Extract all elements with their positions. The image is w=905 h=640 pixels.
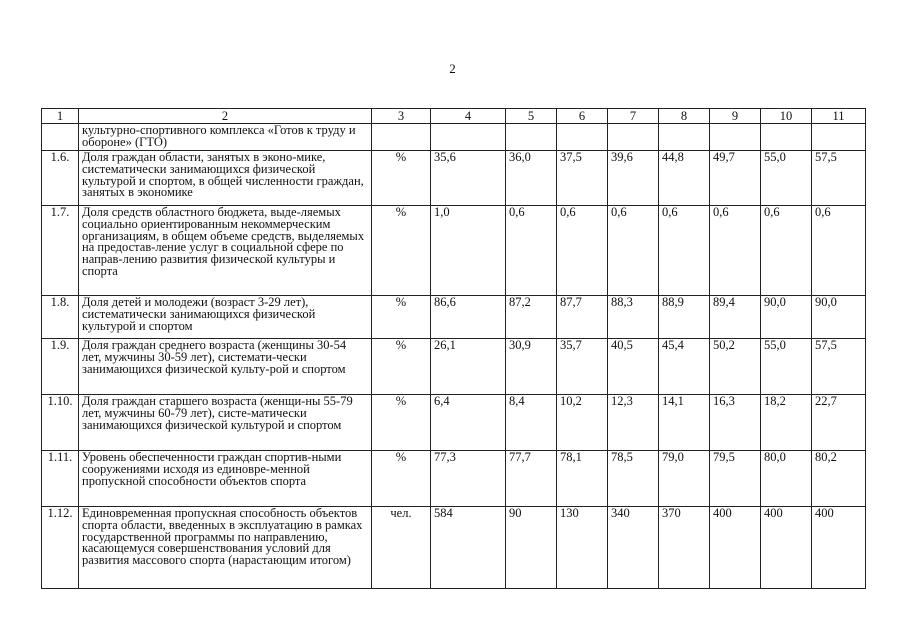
table-row — [42, 206, 866, 296]
value-cell: 8,4 — [506, 395, 557, 451]
header-cell: 6 — [557, 109, 608, 124]
value-cell: 400 — [812, 507, 866, 589]
value-cell: 340 — [608, 507, 659, 589]
header-cell: 9 — [710, 109, 761, 124]
value-cell: 30,9 — [506, 339, 557, 395]
header-cell: 2 — [79, 109, 372, 124]
value-cell: 77,3 — [431, 451, 506, 507]
value-cell: 26,1 — [431, 339, 506, 395]
value-cell: 6,4 — [431, 395, 506, 451]
value-cell: 86,6 — [431, 296, 506, 339]
value-cell: 22,7 — [812, 395, 866, 451]
row-number: 1.11. — [42, 451, 79, 507]
value-cell: 79,5 — [710, 451, 761, 507]
header-cell: 1 — [42, 109, 79, 124]
value-cell: 90,0 — [812, 296, 866, 339]
value-cell: 0,6 — [608, 206, 659, 296]
value-cell: 90,0 — [761, 296, 812, 339]
value-cell: 55,0 — [761, 151, 812, 206]
value-cell: 88,3 — [608, 296, 659, 339]
value-cell: 57,5 — [812, 339, 866, 395]
value-cell: 18,2 — [761, 395, 812, 451]
value-cell: 0,6 — [557, 206, 608, 296]
page-number: 2 — [449, 61, 456, 76]
value-cell: 0,6 — [506, 206, 557, 296]
indicator-name: Доля средств областного бюджета, выде-ляемых социально ориентированным некоммерческим организациям, в общем объеме средств, выделяемых на предостав-ление услуг в социальной сфере по направ-лению развития физической культуры и спорта — [79, 206, 372, 296]
row-number: 1.6. — [42, 151, 79, 206]
table-row — [42, 151, 866, 206]
header-cell: 5 — [506, 109, 557, 124]
value-cell: 78,1 — [557, 451, 608, 507]
value-cell: 50,2 — [710, 339, 761, 395]
table-row — [42, 395, 866, 451]
indicator-name: Доля граждан области, занятых в эконо-мике, систематически занимающихся физической культурой и спортом, в общей численности граждан, занятых в экономике — [79, 151, 372, 206]
value-cell: 10,2 — [557, 395, 608, 451]
value-cell: 370 — [659, 507, 710, 589]
value-cell: 90 — [506, 507, 557, 589]
value-cell: 77,7 — [506, 451, 557, 507]
value-cell: 1,0 — [431, 206, 506, 296]
row-number: 1.12. — [42, 507, 79, 589]
value-cell: 87,7 — [557, 296, 608, 339]
row-number: 1.7. — [42, 206, 79, 296]
value-cell: 40,5 — [608, 339, 659, 395]
row-number: 1.10. — [42, 395, 79, 451]
header-cell: 7 — [608, 109, 659, 124]
value-cell: 16,3 — [710, 395, 761, 451]
value-cell: 44,8 — [659, 151, 710, 206]
value-cell: 88,9 — [659, 296, 710, 339]
value-cell — [506, 124, 557, 151]
value-cell: 49,7 — [710, 151, 761, 206]
indicator-name: Единовременная пропускная способность объектов спорта области, введенных в эксплуатацию в рамках государственной программы по направлению, касающемуся совершенствования условий для развития массового спорта (нарастающим итогом) — [79, 507, 372, 589]
unit-cell: % — [372, 206, 431, 296]
value-cell: 130 — [557, 507, 608, 589]
value-cell: 35,6 — [431, 151, 506, 206]
unit-cell: % — [372, 296, 431, 339]
header-row — [42, 109, 866, 124]
unit-cell: % — [372, 151, 431, 206]
value-cell — [431, 124, 506, 151]
table-row — [42, 296, 866, 339]
indicator-name: Доля граждан среднего возраста (женщины 30-54 лет, мужчины 30-59 лет), системати-чески занимающихся физической культу-рой и спортом — [79, 339, 372, 395]
value-cell: 80,0 — [761, 451, 812, 507]
value-cell — [659, 124, 710, 151]
unit-cell: % — [372, 339, 431, 395]
value-cell: 80,2 — [812, 451, 866, 507]
value-cell: 12,3 — [608, 395, 659, 451]
value-cell: 57,5 — [812, 151, 866, 206]
value-cell: 37,5 — [557, 151, 608, 206]
value-cell: 35,7 — [557, 339, 608, 395]
value-cell: 0,6 — [710, 206, 761, 296]
unit-cell: чел. — [372, 507, 431, 589]
continuation-row — [42, 124, 866, 151]
value-cell — [761, 124, 812, 151]
value-cell: 36,0 — [506, 151, 557, 206]
unit-cell — [372, 124, 431, 151]
header-cell: 3 — [372, 109, 431, 124]
value-cell — [608, 124, 659, 151]
table-row — [42, 451, 866, 507]
value-cell: 45,4 — [659, 339, 710, 395]
unit-cell: % — [372, 451, 431, 507]
value-cell — [710, 124, 761, 151]
value-cell — [812, 124, 866, 151]
value-cell: 0,6 — [761, 206, 812, 296]
unit-cell: % — [372, 395, 431, 451]
continuation-text: культурно-спортивного комплекса «Готов к труду и обороне» (ГТО) — [79, 124, 372, 151]
value-cell: 89,4 — [710, 296, 761, 339]
indicators-table — [41, 108, 866, 589]
value-cell: 0,6 — [659, 206, 710, 296]
value-cell: 14,1 — [659, 395, 710, 451]
value-cell: 400 — [710, 507, 761, 589]
header-cell: 10 — [761, 109, 812, 124]
header-cell: 4 — [431, 109, 506, 124]
indicator-name: Доля детей и молодежи (возраст 3-29 лет), систематически занимающихся физической культурой и спортом — [79, 296, 372, 339]
row-number: 1.9. — [42, 339, 79, 395]
value-cell: 400 — [761, 507, 812, 589]
value-cell — [557, 124, 608, 151]
header-cell: 11 — [812, 109, 866, 124]
value-cell: 87,2 — [506, 296, 557, 339]
value-cell: 79,0 — [659, 451, 710, 507]
table-row — [42, 339, 866, 395]
value-cell: 0,6 — [812, 206, 866, 296]
indicator-name: Уровень обеспеченности граждан спортив-ными сооружениями исходя из единовре-менной пропускной способности объектов спорта — [79, 451, 372, 507]
value-cell: 55,0 — [761, 339, 812, 395]
row-number-cell — [42, 124, 79, 151]
value-cell: 584 — [431, 507, 506, 589]
table-row — [42, 507, 866, 589]
value-cell: 78,5 — [608, 451, 659, 507]
value-cell: 39,6 — [608, 151, 659, 206]
row-number: 1.8. — [42, 296, 79, 339]
indicator-name: Доля граждан старшего возраста (женщи-ны 55-79 лет, мужчины 60-79 лет), систе-матически занимающихся физической культурой и спортом — [79, 395, 372, 451]
header-cell: 8 — [659, 109, 710, 124]
